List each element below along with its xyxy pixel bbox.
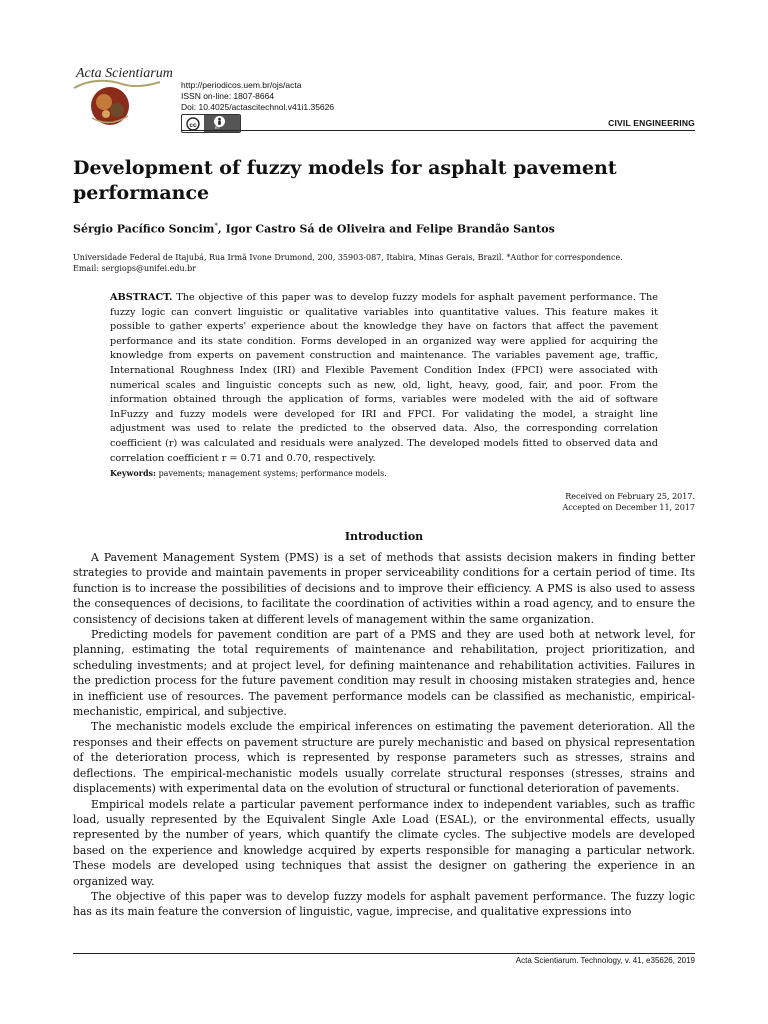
journal-meta [181,80,334,113]
paragraph: A Pavement Management System (PMS) is a set of methods that assists decision makers in finding better strategies to provide and maintain pavements in proper serviceability conditions for a certain period of time. Its function is to increase the possibilities of decisions and to improve their efficiency. A PMS is also used to assess the consequences of decisions, to facilitate the coordination of activities within a road agency, and to ensure the consistency of decisions taken at different levels of management within the same organization. [73,551,695,626]
keywords-label: Keywords: [110,468,157,478]
accepted-date: Accepted on December 11, 2017 [562,503,695,512]
keywords [110,468,387,478]
paragraph: The mechanistic models exclude the empirical inferences on estimating the pavement deterioration. All the responses and their effects on pavement structure are purely mechanistic and based on physical representation of the deterioration process, which is represented by response parameters such as stresses, strains and deflections. The empirical-mechanistic models usually correlate structural responses (stresses, strains and displacements) with experimental data on the evolution of structural or functional deterioration of pavements. [73,720,695,796]
corresponding-author: Sérgio Pacífico Soncim [73,222,215,236]
received-date: Received on February 25, 2017. [565,492,695,501]
journal-doi[interactable]: Doi: 10.4025/actascitechnol.v41i1.35626 [181,102,335,112]
journal-url[interactable]: http://periodicos.uem.br/ojs/acta [181,80,302,90]
article-title: Development of fuzzy models for asphalt pavement performance [73,157,617,204]
authors [73,222,555,236]
keywords-text: pavements; management systems; performance models. [158,469,387,478]
submission-dates [562,491,695,513]
correspondence-marker: * [214,222,218,230]
footer-divider [73,953,695,954]
footer-citation: Acta Scientiarum. Technology, v. 41, e35626, 2019 [515,956,695,965]
license-badge-label: BY [215,125,221,130]
co-authors: , Igor Castro Sá de Oliveira and Felipe Brandão Santos [217,222,555,236]
abstract-label: ABSTRACT. [110,292,173,303]
paragraph: The objective of this paper was to develop fuzzy models for asphalt pavement performance. The fuzzy logic has as its main feature the conversion of linguistic, vague, imprecise, and qualitative expressions into [73,889,695,919]
journal-issn: ISSN on-line: 1807-8664 [181,91,275,101]
paragraph: Empirical models relate a particular pavement performance index to independent variables, such as traffic load, usually represented by the Equivalent Single Axle Load (ESAL), or the environmental effects, usually represented by the number of years, which quantify the climate cycles. The subjective models are developed based on the experience and knowledge acquired by experts responsible for managing a particular network. These models are developed using techniques that assist the designer on gathering the experience in an organized way. [73,797,695,888]
svg-text:cc: cc [189,121,197,129]
affiliation-block [73,252,693,274]
author-email[interactable]: Email: sergiops@unifei.edu.br [73,264,197,273]
logo-image [70,66,174,130]
section-label: CIVIL ENGINEERING [608,118,695,128]
introduction-body [73,550,695,920]
abstract-text: The objective of this paper was to develop fuzzy models for asphalt pavement performance. The fuzzy logic can convert linguistic or qualitative variables into quantitative values. This feature makes it possible to gather experts' experience about the knowledge they have on factors that affect the pavement performance and its state condition. Forms developed in an organized way were applied for acquiring the knowledge from experts on pavement construction and maintenance. The variables pavement age, traffic, International Roughness Index (IRI) and Flexible Pavement Condition Index (FPCI) were associated with numerical scales and linguistic concepts such as new, old, light, heavy, good, fair, and poor. From the information obtained through the application of forms, variables were modeled with the aid of software InFuzzy and fuzzy models were developed for IRI and FPCI. For validating the model, a straight line adjustment was used to relate the predicted to the observed data. Also, the corresponding correlation coefficient (r) was calculated and residuals were analyzed. The developed models fitted to observed data and correlation coefficient r = 0.71 and 0.70, respectively. [110,292,658,464]
affiliation: Universidade Federal de Itajubá, Rua Irmã Ivone Drumond, 200, 35903-087, Itabira, Minas Gerais, Brazil. *Author for correspondence. [73,253,623,262]
header-divider [181,130,695,131]
paragraph: Predicting models for pavement condition are part of a PMS and they are used both at network level, for planning, estimating the total requirements of maintenance and rehabilitation, project prioritization, and scheduling investments; and at project level, for defining maintenance and rehabilitation activities. Failures in the prediction process for the future pavement condition may result in choosing mistaken strategies and, hence in inefficient use of resources. The pavement performance models can be classified as mechanistic, empirical-mechanistic, empirical, and subjective. [73,628,695,719]
logo-text: Acta Scientiarum [76,66,173,81]
abstract [110,291,658,466]
section-heading-introduction: Introduction [344,530,424,543]
journal-logo [70,66,174,130]
